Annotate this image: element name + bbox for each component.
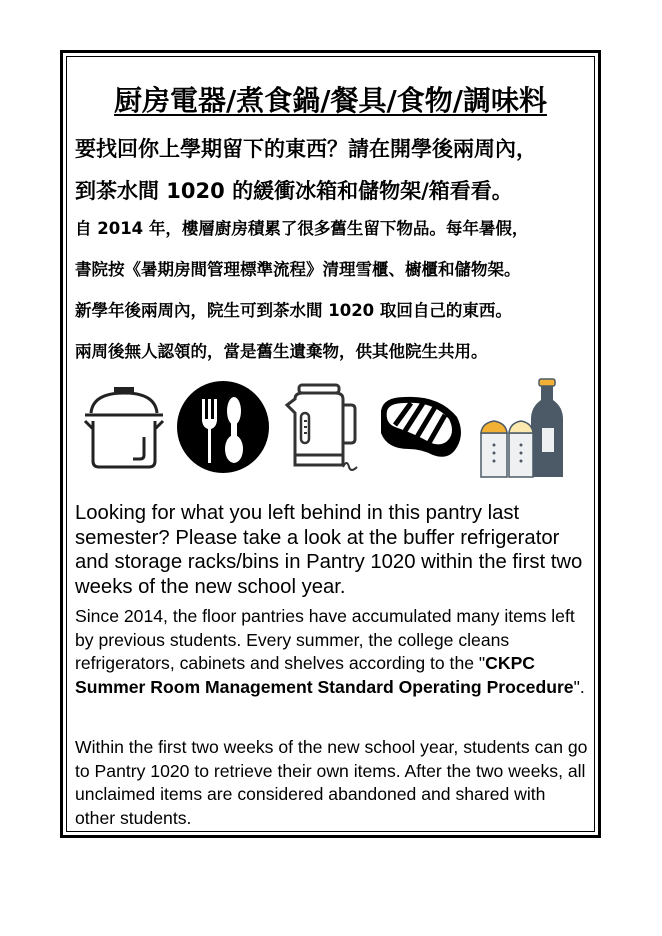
zh-lead-line-2: 到茶水間 1020 的緩衝冰箱和儲物架/箱看看。: [75, 179, 513, 203]
zh-body-line-1: 自 2014 年，樓層廚房積累了很多舊生留下物品。每年暑假，: [75, 219, 529, 238]
grilled-steak-icon: [373, 377, 468, 477]
fork-spoon-icon: [176, 377, 271, 477]
en-paragraph-2: Within the first two weeks of the new school year, students can go to Pantry 1020 to retrieve their own items. After the two weeks, all unclaimed items are considered abandoned and shared with other students.: [75, 737, 588, 828]
electric-kettle-icon: [281, 377, 361, 477]
notice-title: 厨房電器/煮食鍋/餐具/食物/調味料: [114, 84, 547, 117]
sop-document-name: CKPC Summer Room Management Standard Operating Procedure: [75, 653, 574, 697]
en-paragraph-1-end: ".: [573, 676, 585, 697]
zh-body-line-3: 新學年後兩周內，院生可到茶水間 1020 取回自己的東西。: [75, 301, 512, 320]
icon-row: [81, 377, 581, 482]
cooking-pot-icon: [81, 377, 171, 477]
notice-inner-border: [66, 56, 595, 832]
condiments-icon: [479, 377, 574, 482]
zh-body-line-4: 兩周後無人認領的，當是舊生遺棄物，供其他院生共用。: [75, 342, 488, 361]
zh-lead-line-1: 要找回你上學期留下的東西？請在開學後兩周內，: [75, 137, 537, 161]
en-paragraph-1-text: Since 2014, the floor pantries have accumulated many items left by previous students. Every summer, the college cleans refrigerators, cabinets and shelves according to the ": [75, 606, 575, 673]
en-paragraph-1: [75, 605, 588, 699]
notice-frame: [60, 50, 601, 838]
zh-body-line-2: 書院按《暑期房間管理標準流程》清理雪櫃、櫥櫃和儲物架。: [75, 260, 521, 279]
en-lead-paragraph: Looking for what you left behind in this pantry last semester? Please take a look at the buffer refrigerator and storage racks/bins in Pantry 1020 within the first two weeks of the new school year.: [75, 502, 583, 598]
